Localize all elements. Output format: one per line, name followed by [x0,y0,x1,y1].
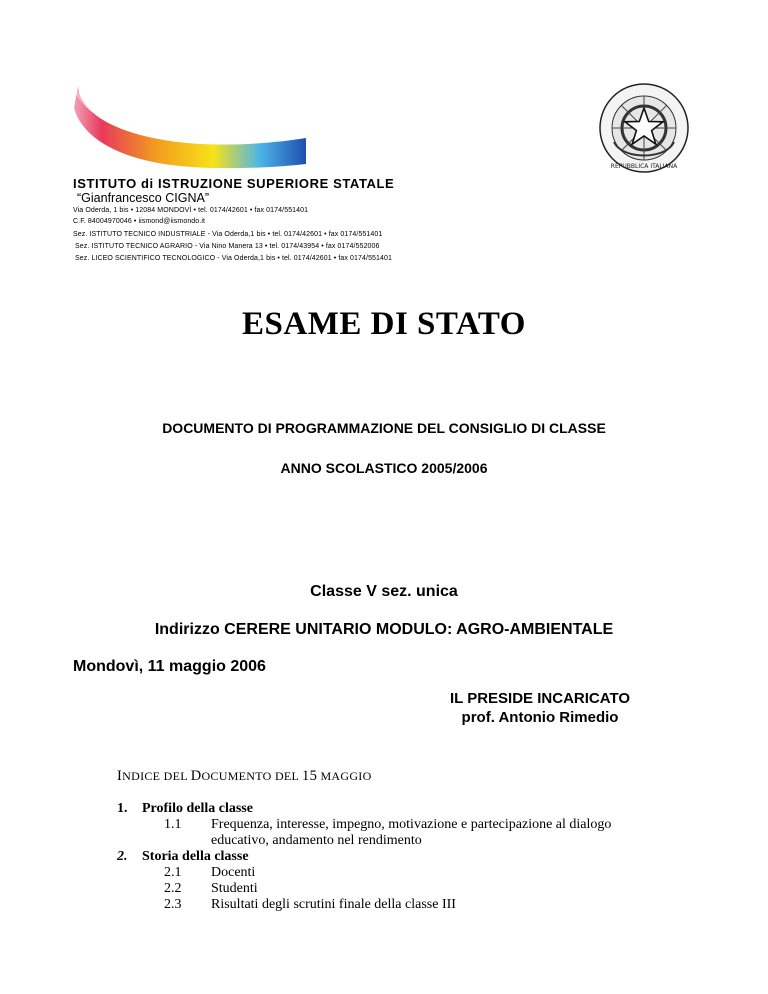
toc-item-number: 1.1 [164,817,182,832]
toc-section-title: Profilo della classe [142,801,253,816]
class-line: Classe V sez. unica [310,583,458,600]
school-logo [70,78,310,173]
toc-item-text: educativo, andamento nel rendimento [211,833,422,848]
school-year: ANNO SCOLASTICO 2005/2006 [280,460,488,476]
address-line: Sez. ISTITUTO TECNICO AGRARIO - Via Nino Manera 13 • tel. 0174/43954 • fax 0174/552006 [75,243,380,250]
toc-item-text: Docenti [211,865,256,880]
toc-item-number: 2.1 [164,865,182,880]
toc-item-text: Frequenza, interesse, impegno, motivazione e partecipazione al dialogo [211,817,612,832]
emblem-text: REPUBBLICA ITALIANA [610,163,678,170]
address-line: Sez. ISTITUTO TECNICO INDUSTRIALE - Via Oderda,1 bis • tel. 0174/42601 • fax 0174/551401 [73,231,383,238]
course-line: Indirizzo CERERE UNITARIO MODULO: AGRO-AMBIENTALE [154,621,614,638]
toc-item-number: 2.2 [164,881,182,896]
document-title: ESAME DI STATO [242,306,526,342]
toc-item-text: Risultati degli scrutini finale della classe III [211,897,456,912]
toc-item-text: Studenti [211,881,258,896]
republic-emblem [598,82,690,174]
address-line: C.F. 84004970046 • iismond@iismondo.it [73,218,206,225]
institute-subtitle: “Gianfrancesco CIGNA” [77,191,209,205]
signature-name: prof. Antonio Rimedio [461,709,619,726]
address-line: Via Oderda, 1 bis • 12084 MONDOVÌ • tel. 0174/42601 • fax 0174/551401 [73,207,309,214]
address-line: Sez. LICEO SCIENTIFICO TECNOLOGICO - Via Oderda,1 bis • tel. 0174/42601 • fax 0174/551401 [75,255,393,262]
institute-name: ISTITUTO di ISTRUZIONE SUPERIORE STATALE [73,176,395,191]
document-subtitle: DOCUMENTO DI PROGRAMMAZIONE DEL CONSIGLIO DI CLASSE [162,420,606,436]
index-title: INDICE DEL DOCUMENTO DEL 15 MAGGIO [117,768,372,784]
toc-item-number: 2.3 [164,897,182,912]
toc-section-number: 1. [117,801,128,816]
place-date: Mondovì, 11 maggio 2006 [73,658,266,675]
toc-section-number: 2. [117,849,128,864]
signature-role: IL PRESIDE INCARICATO [449,690,631,707]
toc-section-title: Storia della classe [142,849,249,864]
